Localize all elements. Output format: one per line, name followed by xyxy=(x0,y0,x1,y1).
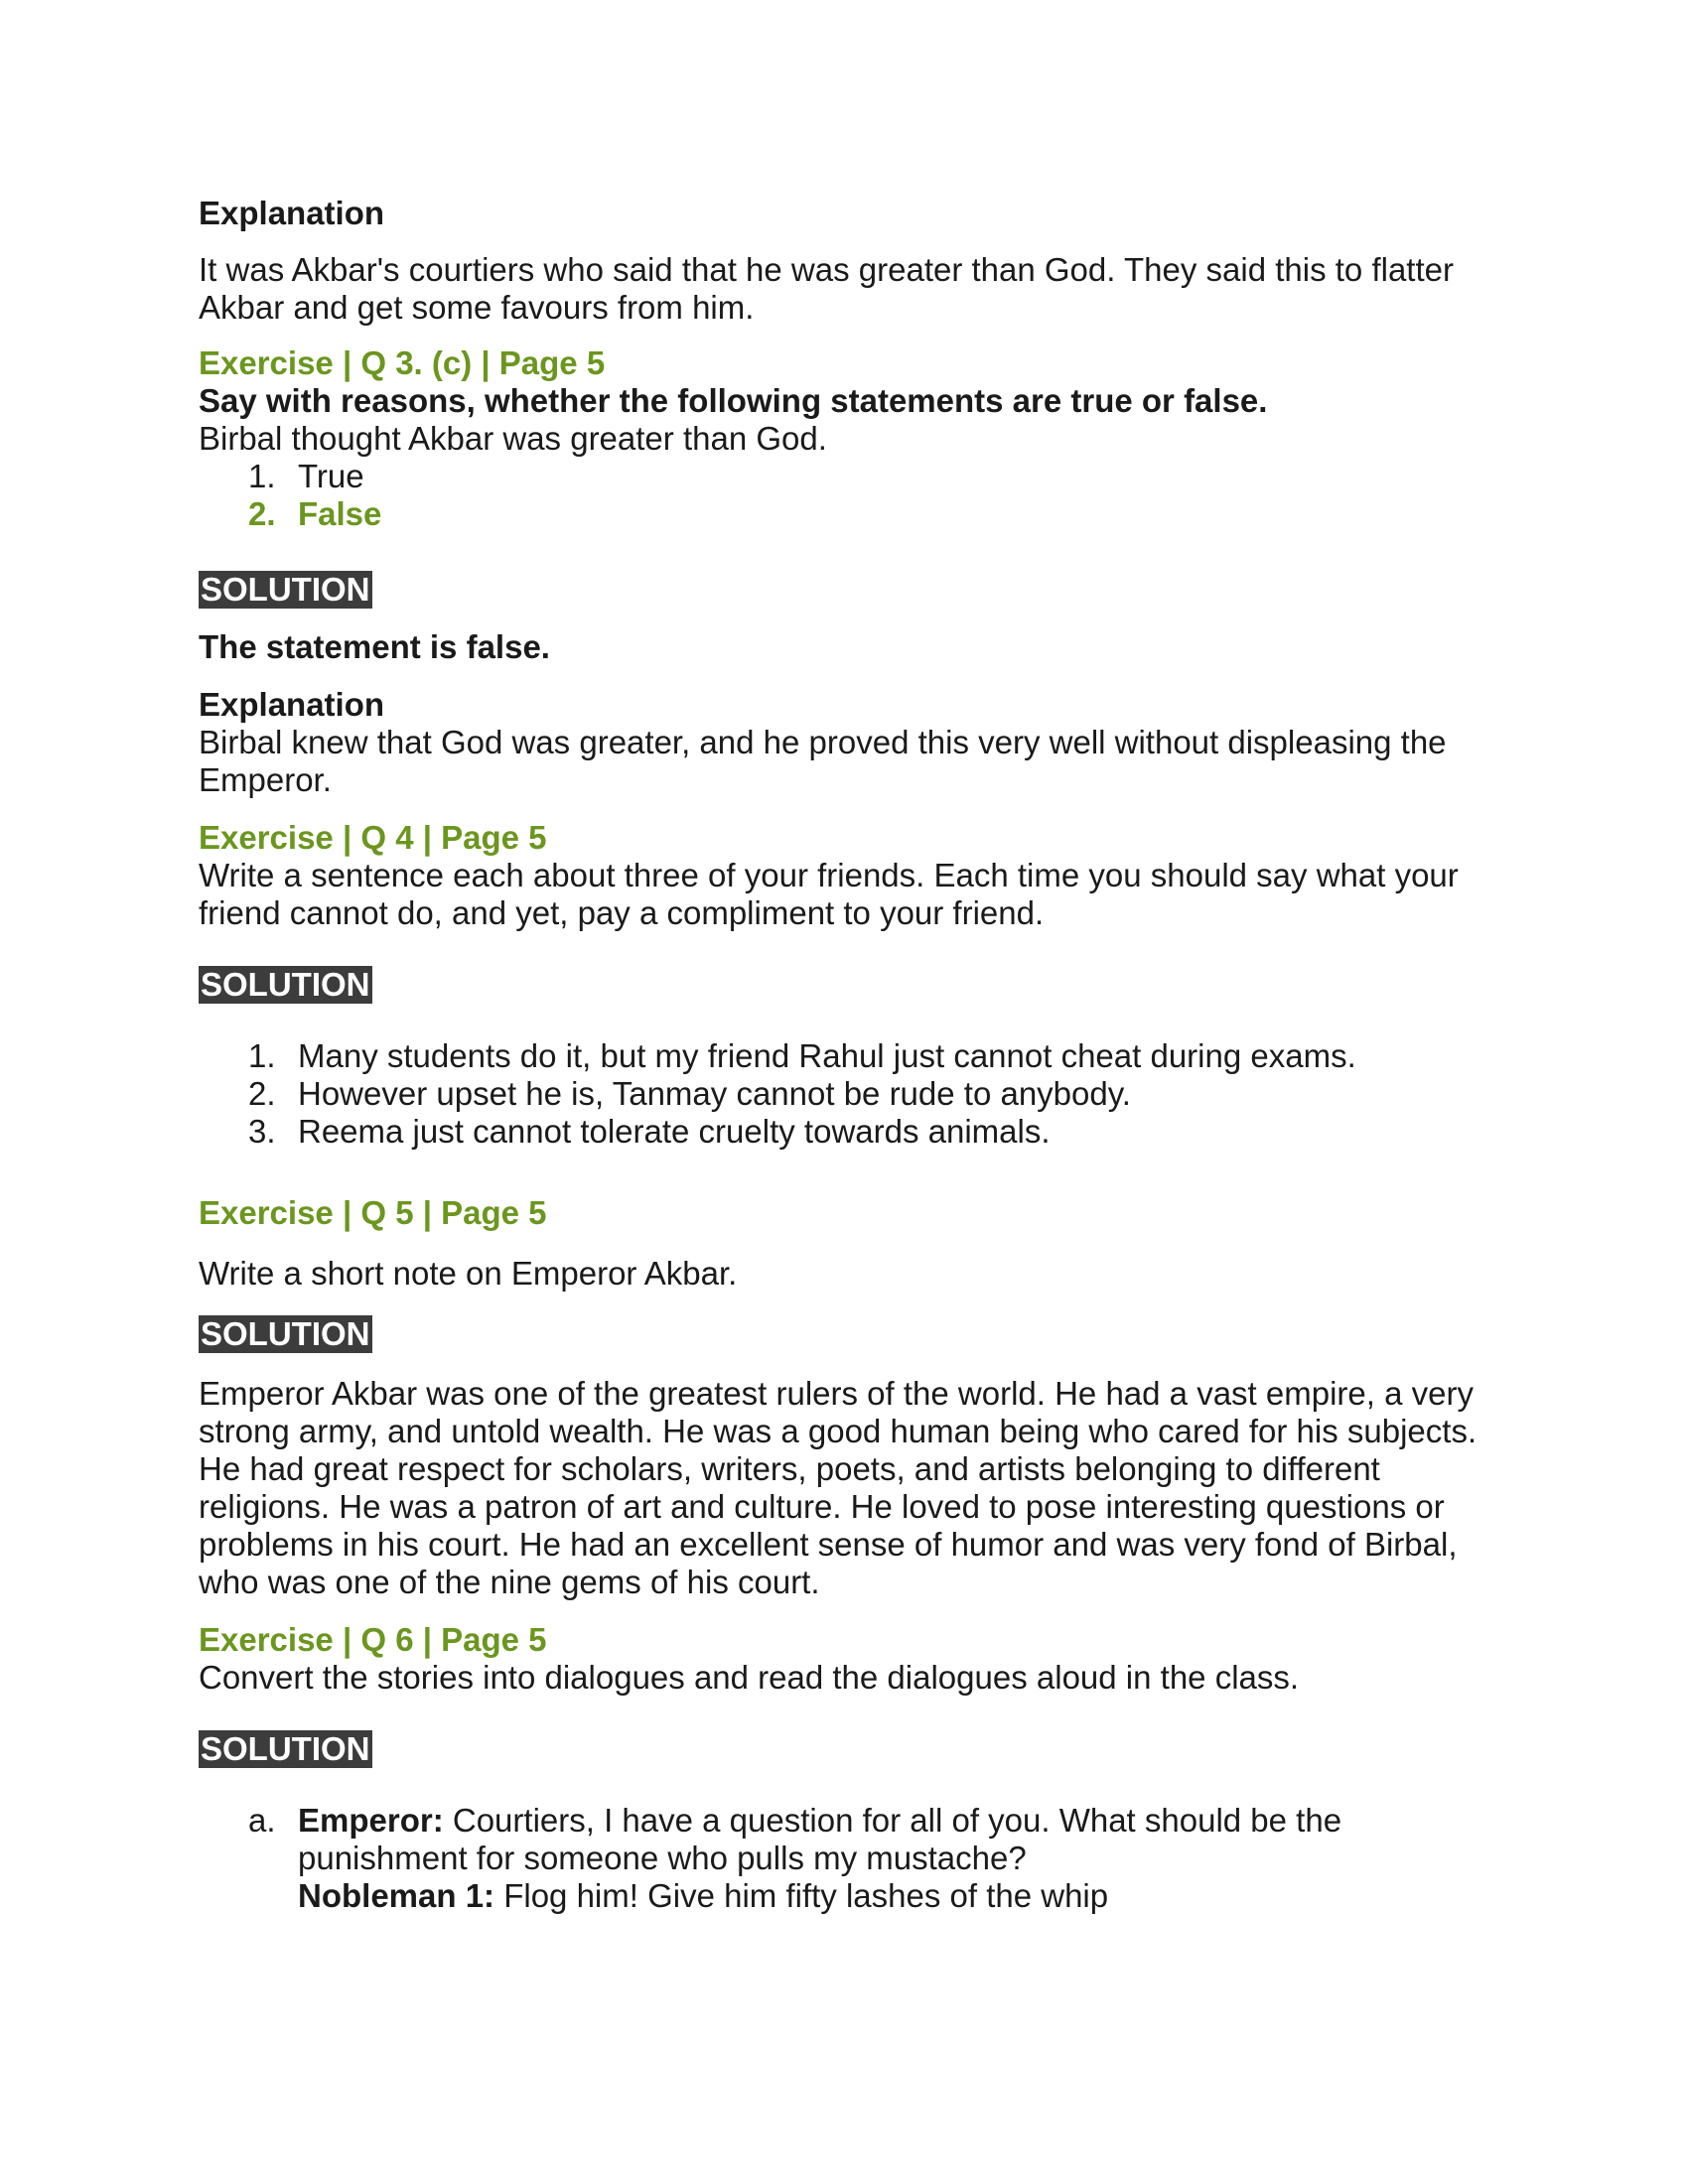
explanation-text: Birbal knew that God was greater, and he proved this very well without displeasing the Emperor. xyxy=(199,724,1447,798)
solution-badge: SOLUTION xyxy=(201,1315,370,1352)
document-page xyxy=(199,195,1509,1915)
question-text: Convert the stories into dialogues and read the dialogues aloud in the class. xyxy=(199,1659,1300,1696)
option-number: 2. xyxy=(248,495,276,532)
solution-badge: SOLUTION xyxy=(201,1730,370,1767)
question-text: Write a sentence each about three of your friends. Each time you should say what your friend cannot do, and yet, pay a compliment to your friend. xyxy=(199,857,1459,931)
option-false-correct xyxy=(199,495,1509,533)
explanation-heading: Explanation xyxy=(199,195,385,231)
dialogue-line: Flog him! Give him fifty lashes of the whip xyxy=(494,1877,1109,1914)
solution-list xyxy=(199,1037,1509,1151)
answer-options xyxy=(199,458,1509,533)
item-number: 2. xyxy=(248,1075,276,1112)
item-number: 1. xyxy=(248,1037,276,1074)
explanation-text: It was Akbar's courtiers who said that he was greater than God. They said this to flatter Akbar and get some favours from him. xyxy=(199,251,1454,326)
dialogue-line: Courtiers, I have a question for all of you. What should be the punishment for someone who pulls my mustache? xyxy=(298,1802,1342,1876)
item-text: Reema just cannot tolerate cruelty towards animals. xyxy=(298,1113,1051,1150)
question-statement: Birbal thought Akbar was greater than God. xyxy=(199,420,827,457)
item-text: Many students do it, but my friend Rahul just cannot cheat during exams. xyxy=(298,1037,1356,1074)
solution-answer: The statement is false. xyxy=(199,628,550,665)
question-prompt: Say with reasons, whether the following statements are true or false. xyxy=(199,382,1268,419)
option-label: False xyxy=(298,495,382,532)
solution-badge: SOLUTION xyxy=(201,571,370,608)
exercise-heading-q6: Exercise | Q 6 | Page 5 xyxy=(199,1621,547,1658)
explanation-heading: Explanation xyxy=(199,686,385,723)
speaker-name: Emperor: xyxy=(298,1802,444,1839)
option-label: True xyxy=(298,458,364,494)
exercise-heading-q4: Exercise | Q 4 | Page 5 xyxy=(199,819,547,856)
list-item xyxy=(199,1075,1509,1113)
item-letter: a. xyxy=(248,1802,276,1839)
option-true xyxy=(199,458,1509,495)
list-item xyxy=(199,1113,1509,1151)
exercise-heading-q5: Exercise | Q 5 | Page 5 xyxy=(199,1194,547,1231)
speaker-name: Nobleman 1: xyxy=(298,1877,495,1914)
item-text: However upset he is, Tanmay cannot be rude to anybody. xyxy=(298,1075,1131,1112)
question-text: Write a short note on Emperor Akbar. xyxy=(199,1255,738,1292)
list-item xyxy=(199,1037,1509,1075)
dialogue-item xyxy=(199,1802,1509,1915)
solution-badge: SOLUTION xyxy=(201,966,370,1003)
solution-paragraph: Emperor Akbar was one of the greatest rulers of the world. He had a vast empire, a very strong army, and untold wealth. He was a good human being who cared for his subjects. He had great respect for scholars, writers, poets, and artists belonging to different religions. He was a patron of art and culture. He loved to pose interesting questions or problems in his court. He had an excellent sense of humor and was very fond of Birbal, who was one of the nine gems of his court. xyxy=(199,1375,1477,1600)
item-number: 3. xyxy=(248,1113,276,1150)
dialogue-list xyxy=(199,1802,1509,1915)
option-number: 1. xyxy=(248,458,276,494)
exercise-heading-q3c: Exercise | Q 3. (c) | Page 5 xyxy=(199,344,606,381)
